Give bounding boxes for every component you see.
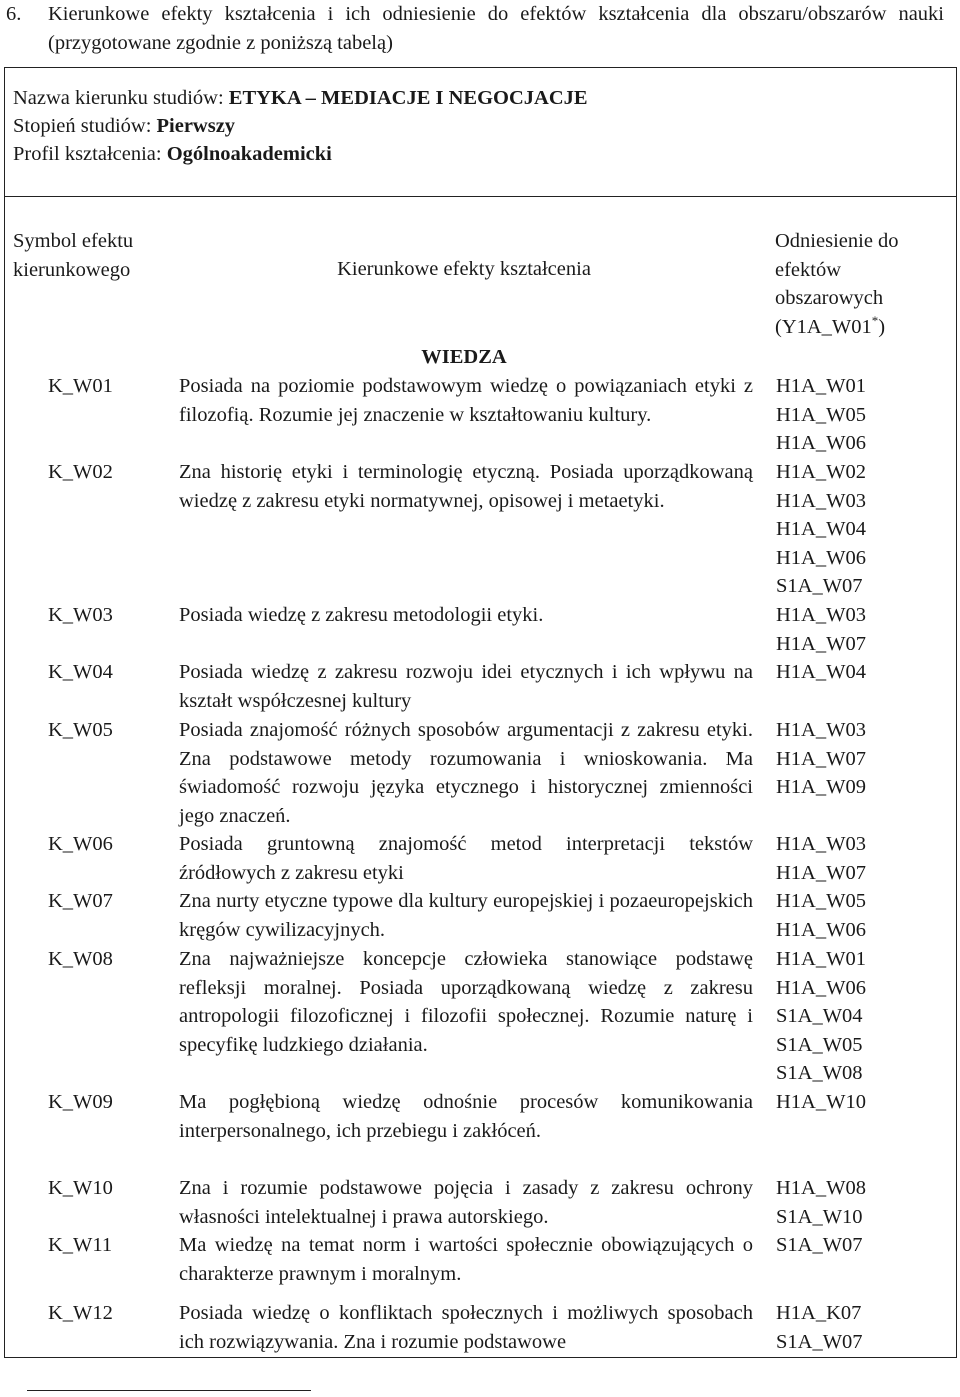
area-references xyxy=(776,1231,863,1260)
study-level-line xyxy=(13,112,235,141)
area-references xyxy=(776,658,866,687)
reference-code: S1A_W08 xyxy=(776,1062,863,1085)
header-reference-example: (Y1A_W01 xyxy=(775,315,872,338)
field-of-study-value: ETYKA – MEDIACJE I NEGOCJACJE xyxy=(228,87,588,109)
effect-description: Posiada wiedzę z zakresu rozwoju idei etycznych i ich wpływu na kształt współczesnej kultury xyxy=(179,661,753,712)
reference-code: H1A_W08 xyxy=(776,1177,866,1199)
reference-code: S1A_W05 xyxy=(776,1033,863,1056)
reference-code: H1A_W09 xyxy=(776,776,866,799)
effect-code: K_W08 xyxy=(48,948,113,970)
reference-code: H1A_W06 xyxy=(776,432,866,455)
area-references xyxy=(776,1088,866,1117)
area-references xyxy=(776,458,866,601)
study-profile-label: Profil kształcenia: xyxy=(13,143,167,165)
effect-description: Zna i rozumie podstawowe pojęcia i zasady z zakresu ochrony własności intelektualnej i prawa autorskiego. xyxy=(179,1177,753,1228)
section-heading xyxy=(6,0,944,57)
effect-code: K_W01 xyxy=(48,375,113,397)
reference-code: H1A_W10 xyxy=(776,1091,866,1113)
reference-code: S1A_W10 xyxy=(776,1205,863,1228)
area-references xyxy=(776,887,866,944)
reference-code: H1A_W06 xyxy=(776,918,866,941)
reference-code: H1A_W01 xyxy=(776,375,866,397)
area-references xyxy=(776,1299,863,1356)
area-references xyxy=(776,716,866,802)
effect-description: Posiada gruntowną znajomość metod interpretacji tekstów źródłowych z zakresu etyki xyxy=(179,833,753,884)
reference-code: H1A_W06 xyxy=(776,976,866,999)
field-of-study-label: Nazwa kierunku studiów: xyxy=(13,87,229,109)
header-reference-label: Odniesienie do efektów obszarowych xyxy=(775,230,899,310)
area-references xyxy=(776,945,866,1088)
reference-code: H1A_W07 xyxy=(776,861,866,884)
effect-code: K_W03 xyxy=(48,604,113,626)
header-effects: Kierunkowe efekty kształcenia xyxy=(337,258,591,280)
area-references xyxy=(776,372,866,458)
effect-description: Posiada znajomość różnych sposobów argumentacji z zakresu etyki. Zna podstawowe metody rozumowania i wnioskowania. Ma świadomość rozwoju języka etycznego i historycznej zmienności jego znaczeń. xyxy=(179,719,753,827)
header-reference xyxy=(775,227,940,341)
study-level-value: Pierwszy xyxy=(156,115,236,137)
reference-code: H1A_W04 xyxy=(776,661,866,683)
effect-description: Posiada wiedzę z zakresu metodologii etyki. xyxy=(179,604,544,626)
reference-code: H1A_W03 xyxy=(776,604,866,626)
area-references xyxy=(776,1174,866,1231)
effect-description: Zna najważniejsze koncepcje człowieka stanowiące podstawę refleksji moralnej. Posiada uporządkowaną wiedzę z zakresu antropologii filozoficznej i filozofii społecznej. Rozumie naturę i specyfikę ludzkiego działania. xyxy=(179,948,753,1056)
area-references xyxy=(776,601,866,658)
field-of-study-line xyxy=(13,84,588,113)
effect-description: Ma wiedzę na temat norm i wartości społecznie obowiązujących o charakterze prawnym i moralnym. xyxy=(179,1234,753,1285)
effect-code: K_W06 xyxy=(48,833,113,855)
reference-code: H1A_W06 xyxy=(776,546,866,569)
reference-code: H1A_W02 xyxy=(776,461,866,483)
reference-code: H1A_W05 xyxy=(776,403,866,426)
reference-code: H1A_W03 xyxy=(776,833,866,855)
reference-code: H1A_W07 xyxy=(776,747,866,770)
reference-code: H1A_W05 xyxy=(776,890,866,912)
effect-description: Zna historię etyki i terminologię etyczną. Posiada uporządkowaną wiedzę z zakresu etyki normatywnej, opisowej i metaetyki. xyxy=(179,461,753,512)
effect-description: Zna nurty etyczne typowe dla kultury europejskiej i pozaeuropejskich kręgów cywilizacyjnych. xyxy=(179,890,753,941)
reference-code: H1A_W03 xyxy=(776,489,866,512)
study-level-label: Stopień studiów: xyxy=(13,115,157,137)
effect-description: Ma pogłębioną wiedzę odnośnie procesów komunikowania interpersonalnego, ich przebiegu i zakłóceń. xyxy=(179,1091,753,1142)
header-symbol: Symbol efektu kierunkowego xyxy=(13,230,134,281)
effect-code: K_W10 xyxy=(48,1177,113,1199)
effect-code: K_W07 xyxy=(48,890,113,912)
reference-code: S1A_W07 xyxy=(776,1330,863,1353)
section-number: 6. xyxy=(6,3,22,25)
effect-code: K_W09 xyxy=(48,1091,113,1113)
reference-code: H1A_W04 xyxy=(776,518,866,541)
reference-code: S1A_W04 xyxy=(776,1005,863,1028)
reference-code: H1A_K07 xyxy=(776,1302,862,1324)
header-reference-close: ) xyxy=(878,315,886,338)
reference-code: H1A_W07 xyxy=(776,632,866,655)
study-profile-line xyxy=(13,140,332,169)
effect-code: K_W02 xyxy=(48,461,113,483)
effect-code: K_W04 xyxy=(48,661,113,683)
section-heading-text: Kierunkowe efekty kształcenia i ich odniesienie do efektów kształcenia dla obszaru/obszarów nauki (przygotowane zgodnie z poniższą tabelą) xyxy=(48,3,944,54)
footnote-separator xyxy=(27,1390,311,1391)
footnote-mark: * xyxy=(871,312,879,328)
effect-description: Posiada wiedzę o konfliktach społecznych i możliwych sposobach ich rozwiązywania. Zna i rozumie podstawowe xyxy=(179,1302,753,1353)
reference-code: S1A_W07 xyxy=(776,1234,863,1256)
section-title-knowledge: WIEDZA xyxy=(421,346,507,368)
effect-code: K_W05 xyxy=(48,719,113,741)
study-profile-value: Ogólnoakademicki xyxy=(166,143,332,165)
effect-code: K_W11 xyxy=(48,1234,113,1256)
reference-code: H1A_W01 xyxy=(776,948,866,970)
area-references xyxy=(776,830,866,887)
effect-code: K_W12 xyxy=(48,1302,113,1324)
reference-code: S1A_W07 xyxy=(776,575,863,598)
effect-description: Posiada na poziomie podstawowym wiedzę o powiązaniach etyki z filozofią. Rozumie jej znaczenie w kształtowaniu kultury. xyxy=(179,375,753,426)
reference-code: H1A_W03 xyxy=(776,719,866,741)
